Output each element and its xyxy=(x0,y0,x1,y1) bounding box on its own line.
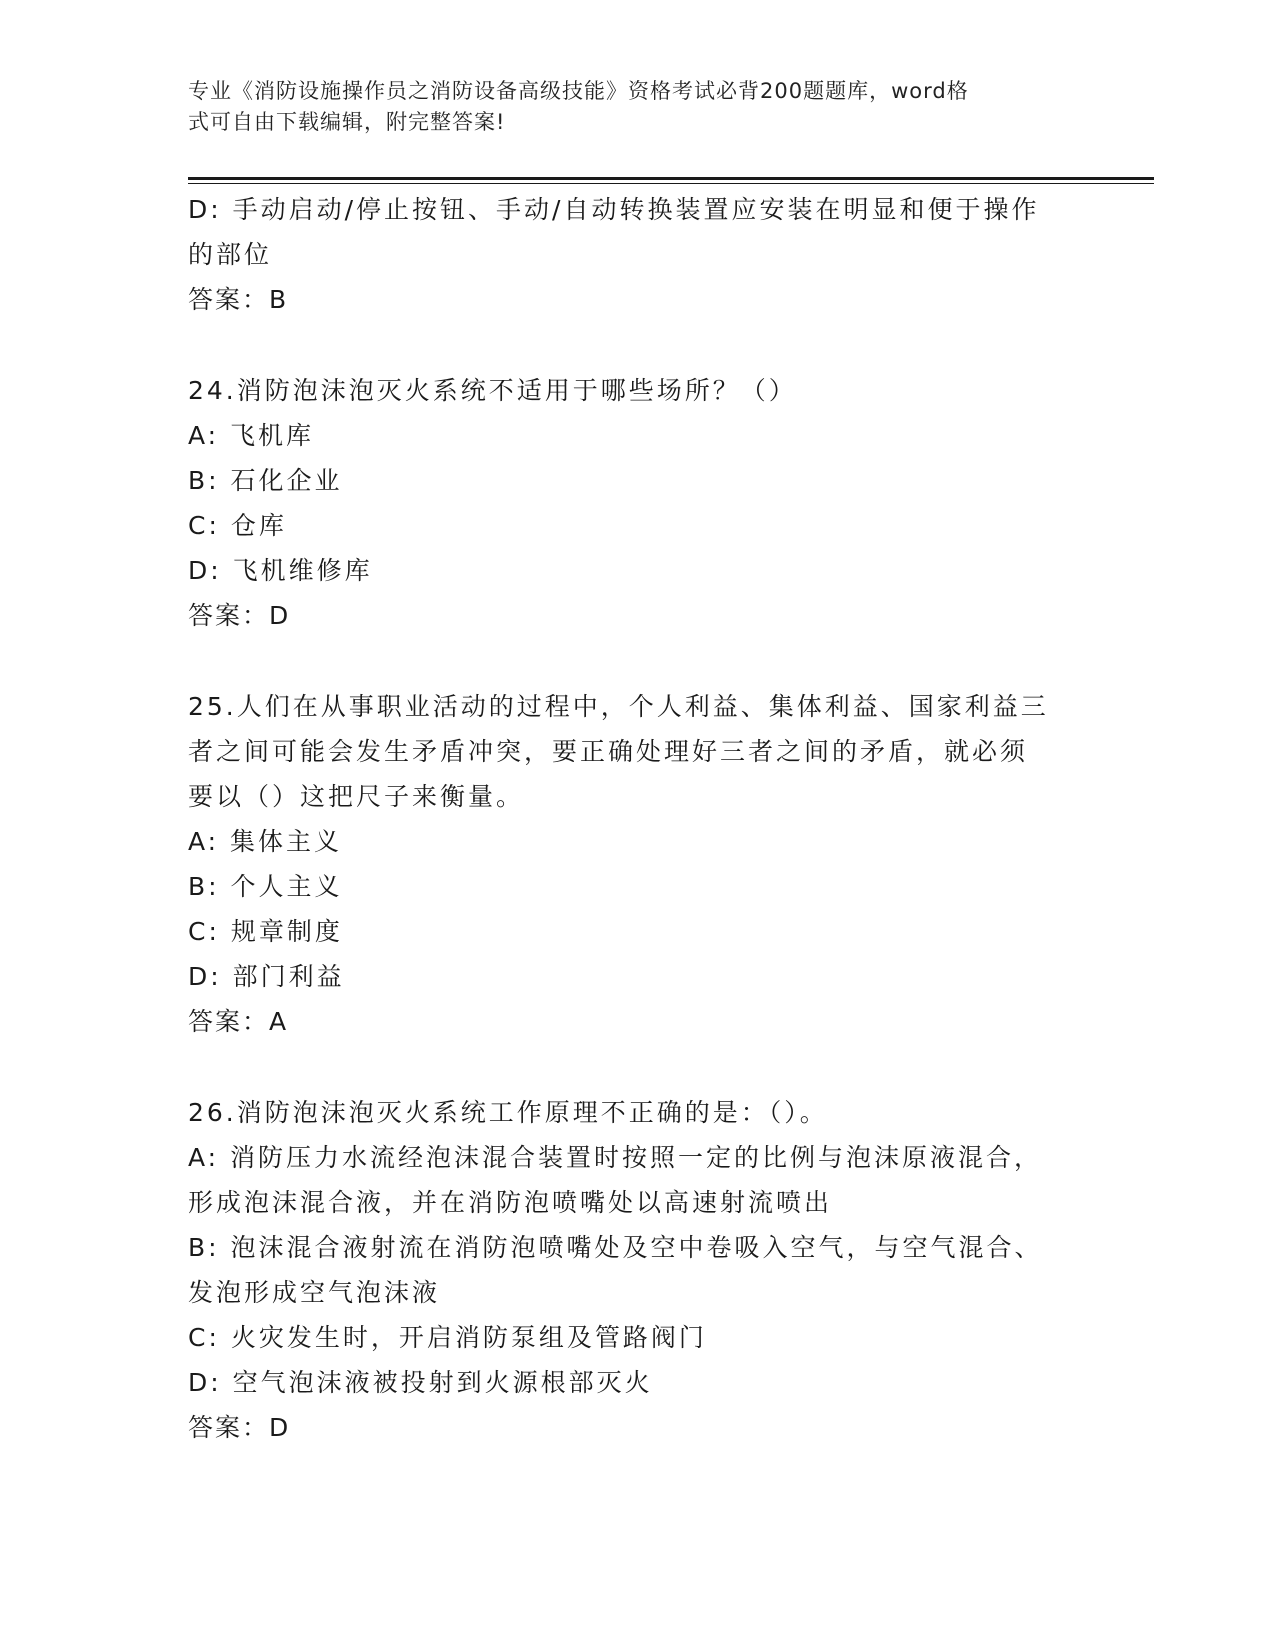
header-divider-thick xyxy=(188,177,1154,180)
question-26 xyxy=(188,1090,1078,1450)
option-a: A: 飞机库 xyxy=(188,421,315,450)
answer: 答案：D xyxy=(188,601,291,630)
question-text-line-3: 要以（）这把尺子来衡量。 xyxy=(188,782,525,811)
header-title-line-2: 式可自由下载编辑，附完整答案! xyxy=(188,110,506,134)
header-title-line-1: 专业《消防设施操作员之消防设备高级技能》资格考试必背200题题库，word格 xyxy=(188,79,969,103)
option-a: A: 集体主义 xyxy=(188,827,343,856)
document-header xyxy=(188,76,1068,138)
option-b: B: 石化企业 xyxy=(188,466,343,495)
question-text: 26.消防泡沫泡灭火系统工作原理不正确的是：（）。 xyxy=(188,1098,828,1127)
previous-question-tail xyxy=(188,187,1078,322)
option-d: D: 飞机维修库 xyxy=(188,556,373,585)
answer: 答案：A xyxy=(188,1007,289,1036)
question-24 xyxy=(188,368,1078,638)
answer: 答案：D xyxy=(188,1413,291,1442)
option-b: B: 个人主义 xyxy=(188,872,343,901)
option-b-line-1: B: 泡沫混合液射流在消防泡喷嘴处及空中卷吸入空气，与空气混合、 xyxy=(188,1233,1043,1262)
question-25 xyxy=(188,684,1078,1044)
option-d: D: 部门利益 xyxy=(188,962,345,991)
question-text-line-1: 25.人们在从事职业活动的过程中，个人利益、集体利益、国家利益三 xyxy=(188,692,1049,721)
option-c: C: 仓库 xyxy=(188,511,287,540)
option-d-line-1: D: 手动启动/停止按钮、手动/自动转换装置应安装在明显和便于操作 xyxy=(188,195,1040,224)
question-list xyxy=(188,187,1078,1450)
option-d: D: 空气泡沫液被投射到火源根部灭火 xyxy=(188,1368,653,1397)
header-divider-thin xyxy=(188,183,1154,184)
option-c: C: 规章制度 xyxy=(188,917,343,946)
option-a-line-2: 形成泡沫混合液，并在消防泡喷嘴处以高速射流喷出 xyxy=(188,1188,833,1217)
option-d-line-2: 的部位 xyxy=(188,240,273,269)
question-text-line-2: 者之间可能会发生矛盾冲突，要正确处理好三者之间的矛盾，就必须 xyxy=(188,737,1029,766)
option-c: C: 火灾发生时，开启消防泵组及管路阀门 xyxy=(188,1323,707,1352)
answer: 答案：B xyxy=(188,285,289,314)
question-text: 24.消防泡沫泡灭火系统不适用于哪些场所？（） xyxy=(188,376,797,405)
option-b-line-2: 发泡形成空气泡沫液 xyxy=(188,1278,441,1307)
option-a-line-1: A: 消防压力水流经泡沫混合装置时按照一定的比例与泡沫原液混合， xyxy=(188,1143,1043,1172)
